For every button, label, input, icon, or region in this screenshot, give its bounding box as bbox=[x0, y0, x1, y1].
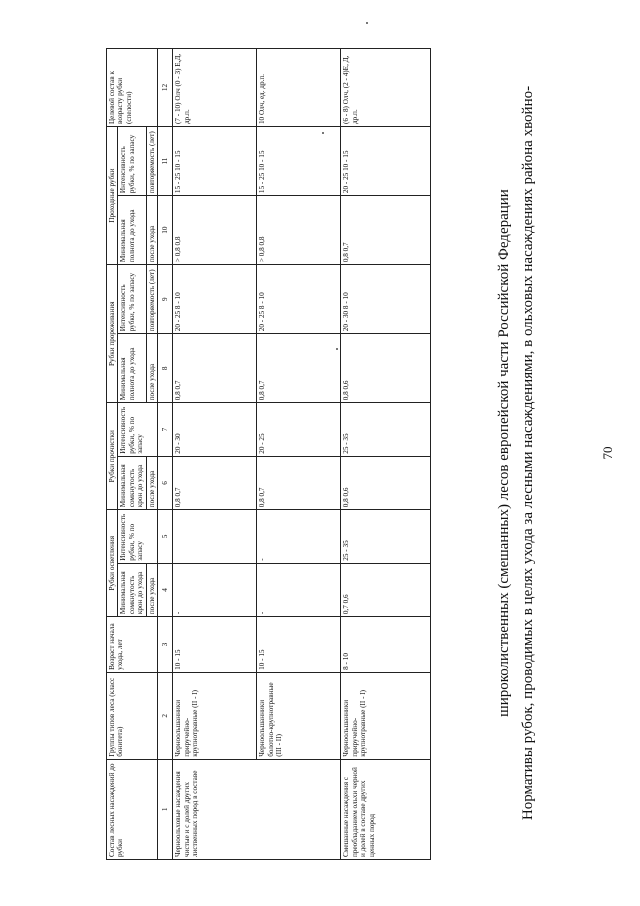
col-number: 2 bbox=[158, 672, 173, 759]
cell-value: 20 - 30 8 - 10 bbox=[341, 265, 431, 334]
header-composition: Состав лесных насаждений до рубки bbox=[107, 759, 158, 859]
col-number: 1 bbox=[158, 759, 173, 859]
header-prorezhivanie: Рубки прореживания bbox=[107, 265, 118, 403]
cell-value: 25 - 35 bbox=[341, 510, 431, 563]
cell-value: 20 - 25 8 - 10 bbox=[173, 265, 257, 334]
cell-value: - bbox=[173, 563, 257, 616]
header-min-closure-2: Минимальная сомкнутость крон до ухода bbox=[118, 456, 146, 509]
header-after-2: после ухода bbox=[146, 456, 157, 509]
cell-value: > 0,8 0,8 bbox=[257, 196, 341, 265]
cell-value: 20 - 30 bbox=[173, 403, 257, 456]
cell-composition: Смешанные насаждения с преобладанием ольхи черной и долей в составе других ценных пород bbox=[341, 759, 431, 859]
cell-value: 0,8 0,7 bbox=[173, 334, 257, 403]
cell-value: 25 - 35 bbox=[341, 403, 431, 456]
header-repeat-2: повторяемость (лет) bbox=[146, 127, 157, 196]
cell-value bbox=[173, 510, 257, 563]
col-number: 11 bbox=[158, 127, 173, 196]
header-intensity-4: Интенсивность рубки, % по запасу bbox=[118, 127, 146, 196]
header-prochistka: Рубки прочистки bbox=[107, 403, 118, 510]
scan-speck bbox=[336, 348, 338, 350]
header-forest-type: Группы типов леса (класс бонитета) bbox=[107, 672, 158, 759]
header-repeat-1: повторяемость (лет) bbox=[146, 265, 157, 334]
col-number: 6 bbox=[158, 456, 173, 509]
header-intensity-1: Интенсивность рубки, % по запасу bbox=[118, 510, 158, 563]
table-row bbox=[341, 49, 431, 860]
col-number: 4 bbox=[158, 563, 173, 616]
header-intensity-3: Интенсивность рубки, % по запасу bbox=[118, 265, 146, 334]
col-number: 7 bbox=[158, 403, 173, 456]
col-number: 5 bbox=[158, 510, 173, 563]
col-number: 8 bbox=[158, 334, 173, 403]
col-number: 3 bbox=[158, 617, 173, 673]
title-line-2: широколиственных (смешанных) лесов европейской части Российской Федерации bbox=[496, 189, 512, 717]
cell-composition: Черноольховые насаждения чистые и с долей других лиственных пород в составе bbox=[173, 759, 341, 859]
header-min-closure-1: Минимальная сомкнутость крон до ухода bbox=[118, 563, 146, 616]
table-row bbox=[173, 49, 257, 860]
cell-start-age: 10 - 15 bbox=[257, 617, 341, 673]
norms-table bbox=[106, 48, 431, 860]
cell-forest-type: Черноольшанники приручейно-крупнотравные (II - I) bbox=[173, 672, 257, 759]
header-after-3: после ухода bbox=[146, 334, 157, 403]
cell-value: 0,8 0,6 bbox=[341, 334, 431, 403]
header-row-1 bbox=[107, 49, 118, 860]
cell-value: 20 - 25 8 - 10 bbox=[257, 265, 341, 334]
cell-value: - bbox=[257, 563, 341, 616]
header-prohodnye: Проходные рубки bbox=[107, 127, 118, 265]
cell-value: > 0,8 0,8 bbox=[173, 196, 257, 265]
cell-forest-type: Черноольшанники болотно-крупнотравные (III - II) bbox=[257, 672, 341, 759]
cell-value: 0,8 0,7 bbox=[257, 456, 341, 509]
cell-value: 20 - 25 10 - 15 bbox=[341, 127, 431, 196]
header-start-age: Возраст начала ухода, лет bbox=[107, 617, 158, 673]
cell-value: 15 - 25 10 - 15 bbox=[173, 127, 257, 196]
col-number: 9 bbox=[158, 265, 173, 334]
column-number-row bbox=[158, 49, 173, 860]
cell-value: 0,8 0,7 bbox=[173, 456, 257, 509]
header-min-density-1: Минимальная полнота до ухода bbox=[118, 334, 146, 403]
title-line-1: Нормативы рубок, проводимых в целях ухода за лесными насаждениями, в ольховых насаждениях района хвойно- bbox=[520, 85, 536, 821]
scan-speck bbox=[366, 22, 368, 24]
header-osvetlenie: Рубки осветления bbox=[107, 510, 118, 617]
cell-value: 15 - 25 10 - 15 bbox=[257, 127, 341, 196]
header-intensity-2: Интенсивность рубки, % по запасу bbox=[118, 403, 158, 456]
cell-start-age: 10 - 15 bbox=[173, 617, 257, 673]
cell-value: 0,8 0,6 bbox=[341, 456, 431, 509]
table-row bbox=[257, 49, 341, 860]
cell-value: 0,8 0,7 bbox=[257, 334, 341, 403]
header-after-1: после ухода bbox=[146, 563, 157, 616]
cell-target: (6 - 8) Олч, (2 - 4)Е, Д, др.п. bbox=[341, 49, 431, 127]
cell-value: 20 - 25 bbox=[257, 403, 341, 456]
col-number: 12 bbox=[158, 49, 173, 127]
cell-target: (7 - 10) Олч (0 - 3) Е,Д, др.п. bbox=[173, 49, 257, 127]
cell-value: 0,8 0,7 bbox=[341, 196, 431, 265]
col-number: 10 bbox=[158, 196, 173, 265]
page-number: 70 bbox=[600, 446, 615, 460]
cell-value: - bbox=[257, 510, 341, 563]
cell-forest-type: Черноольшанники приручейно-крупнотравные (II - I) bbox=[341, 672, 431, 759]
cell-target: 10 Олч, ед. др.п. bbox=[257, 49, 341, 127]
scan-speck bbox=[322, 132, 324, 134]
header-target-composition: Целевой состав к возрасту рубки (спелости) bbox=[107, 49, 158, 127]
header-min-density-2: Минимальная полнота до ухода bbox=[118, 196, 146, 265]
cell-value: 0,7 0,6 bbox=[341, 563, 431, 616]
cell-start-age: 8 - 10 bbox=[341, 617, 431, 673]
header-after-4: после ухода bbox=[146, 196, 157, 265]
